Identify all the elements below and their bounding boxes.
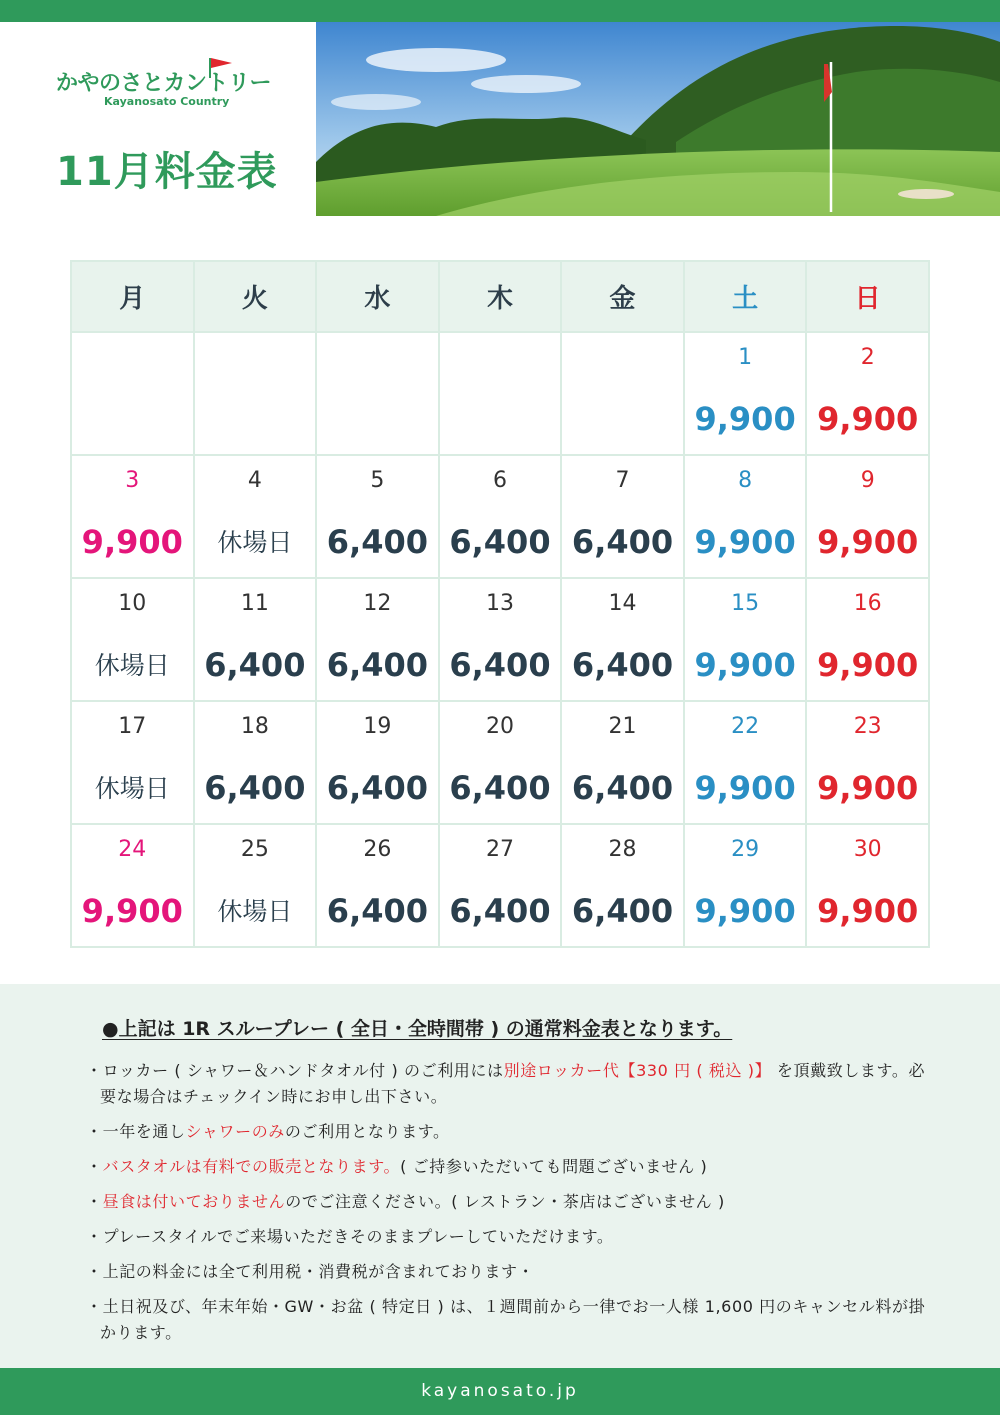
note-text: ( ご持参いただいても問題ございません ) [400,1157,708,1176]
day-number: 29 [731,837,760,862]
green-fee-price: 9,900 [81,892,183,930]
calendar-day-cell [316,824,439,947]
day-number: 14 [608,591,637,616]
calendar-week-row [71,455,929,578]
calendar-day-cell [71,578,194,701]
calendar-day-cell [684,332,807,455]
day-number: 27 [485,837,514,862]
day-number: 8 [738,468,753,493]
page-title: 11月料金表 [56,149,278,195]
day-number: 30 [853,837,882,862]
green-fee-price: 6,400 [571,523,674,561]
green-fee-price: 6,400 [449,892,551,930]
green-fee-price: 9,900 [817,892,919,930]
calendar-day-cell [194,578,317,701]
note-text: ・ [86,1192,103,1211]
calendar-day-cell [194,455,317,578]
calendar-day-cell [561,824,684,947]
golf-flag-icon [206,56,236,78]
green-fee-price: 9,900 [694,892,796,930]
note-text: のでご注意ください。( レストラン・茶店はございません ) [285,1192,725,1211]
day-number: 1 [738,345,753,370]
calendar-empty-cell [439,332,562,455]
calendar-day-cell [684,455,807,578]
green-fee-price: 6,400 [449,523,551,561]
weekday-header-sat: 土 [684,261,807,332]
note-text: ・プレースタイルでご来場いただきそのままプレーしていただけます。 [86,1227,614,1246]
day-number: 20 [485,714,514,739]
calendar-day-cell [684,824,807,947]
green-fee-price: 6,400 [326,892,429,930]
weekday-header-thu: 木 [439,261,562,332]
weekday-header-tue: 火 [194,261,317,332]
green-fee-price: 6,400 [326,523,429,561]
note-highlight-text: 別途ロッカー代【330 円 ( 税込 )】 [503,1061,772,1080]
calendar-week-row [71,701,929,824]
note-item [86,1189,926,1215]
day-number: 24 [118,837,147,862]
day-number: 16 [853,591,882,616]
note-text: ・ロッカー ( シャワー＆ハンドタオル付 ) のご利用には [86,1061,504,1080]
day-number: 10 [118,591,147,616]
calendar-day-cell [806,701,929,824]
day-number: 17 [118,714,147,739]
note-item [86,1058,926,1110]
day-number: 6 [492,468,507,493]
note-text: ・ [86,1157,103,1176]
website-url: kayanosato.jp [421,1381,579,1401]
calendar-empty-cell [71,332,194,455]
note-highlight-text: 昼食は付いておりません [102,1192,286,1211]
green-fee-price: 9,900 [694,646,796,684]
note-item [86,1224,926,1250]
calendar-day-cell [316,701,439,824]
closed-day-label: 休場日 [94,774,170,803]
day-number: 23 [853,714,882,739]
day-number: 19 [363,714,392,739]
green-fee-price: 9,900 [817,769,919,807]
green-fee-price: 9,900 [694,769,796,807]
day-number: 12 [363,591,392,616]
green-fee-price: 6,400 [571,769,674,807]
green-fee-price: 9,900 [817,400,919,438]
day-number: 28 [608,837,637,862]
calendar-day-cell [561,578,684,701]
notes-heading: ●上記は 1R スループレー ( 全日・全時間帯 ) の通常料金表となります。 [102,1018,733,1040]
calendar-day-cell [71,824,194,947]
notes-list [86,1058,926,1355]
day-number: 7 [615,468,630,493]
calendar-day-cell [194,701,317,824]
day-number: 15 [731,591,760,616]
calendar-day-cell [806,824,929,947]
calendar-empty-cell [194,332,317,455]
note-text: ・土日祝及び、年末年始・GW・お盆 ( 特定日 ) は、１週間前から一律でお一人様 1,600 円のキャンセル料が掛かります。 [86,1297,926,1342]
day-number: 21 [608,714,637,739]
calendar-day-cell [439,455,562,578]
calendar-day-cell [194,824,317,947]
day-number: 5 [370,468,385,493]
green-fee-price: 9,900 [694,523,796,561]
note-text: のご利用となります。 [284,1122,450,1141]
weekday-header-sun: 日 [806,261,929,332]
closed-day-label: 休場日 [94,651,170,680]
note-text: ・上記の料金には全て利用税・消費税が含まれております・ [86,1262,535,1281]
notes-section [0,984,1000,1368]
note-item [86,1259,926,1285]
day-number: 9 [860,468,875,493]
closed-day-label: 休場日 [217,528,293,557]
note-text: を頂戴致します。必要な場合はチェックイン時にお申し出下さい。 [100,1061,926,1106]
green-fee-price: 6,400 [204,769,306,807]
green-fee-price: 6,400 [326,646,429,684]
green-fee-price: 6,400 [571,646,674,684]
brand-logo-subtitle: Kayanosato Country [104,95,230,108]
day-number: 2 [860,345,875,370]
calendar-day-cell [316,578,439,701]
green-fee-price: 9,900 [694,400,796,438]
green-fee-price: 9,900 [817,646,919,684]
calendar-empty-cell [316,332,439,455]
calendar-day-cell [806,578,929,701]
calendar-day-cell [561,701,684,824]
calendar-day-cell [684,701,807,824]
calendar-day-cell [439,578,562,701]
calendar-empty-cell [561,332,684,455]
green-fee-price: 9,900 [817,523,919,561]
calendar-day-cell [71,701,194,824]
day-number: 3 [125,468,140,493]
green-fee-price: 9,900 [81,523,183,561]
day-number: 26 [363,837,392,862]
day-number: 11 [240,591,269,616]
green-fee-price: 6,400 [326,769,429,807]
note-text: ・一年を通し [86,1122,186,1141]
golf-course-photo [316,22,1000,216]
note-highlight-text: バスタオルは有料での販売となります。 [102,1157,401,1176]
price-calendar [70,260,930,948]
green-fee-price: 6,400 [449,769,551,807]
day-number: 13 [485,591,514,616]
calendar-day-cell [684,578,807,701]
closed-day-label: 休場日 [217,897,293,926]
weekday-header-mon: 月 [71,261,194,332]
calendar-day-cell [316,455,439,578]
note-item [86,1119,926,1145]
calendar-week-row [71,824,929,947]
day-number: 4 [247,468,262,493]
day-number: 18 [240,714,269,739]
calendar-week-row [71,332,929,455]
calendar-day-cell [561,455,684,578]
green-fee-price: 6,400 [449,646,551,684]
brand-logo-text: かやのさとカントリー [56,71,272,96]
top-accent-bar [0,0,1000,22]
weekday-header-wed: 水 [316,261,439,332]
green-fee-price: 6,400 [204,646,306,684]
calendar-day-cell [806,455,929,578]
calendar-day-cell [439,701,562,824]
calendar-day-cell [806,332,929,455]
note-item [86,1154,926,1180]
calendar-week-row [71,578,929,701]
green-fee-price: 6,400 [571,892,674,930]
weekday-header-fri: 金 [561,261,684,332]
calendar-day-cell [71,455,194,578]
weekday-header-row [71,261,929,332]
note-highlight-text: シャワーのみ [185,1122,285,1141]
note-item [86,1294,926,1346]
day-number: 25 [240,837,269,862]
day-number: 22 [731,714,760,739]
calendar-day-cell [439,824,562,947]
footer-bar [0,1368,1000,1415]
